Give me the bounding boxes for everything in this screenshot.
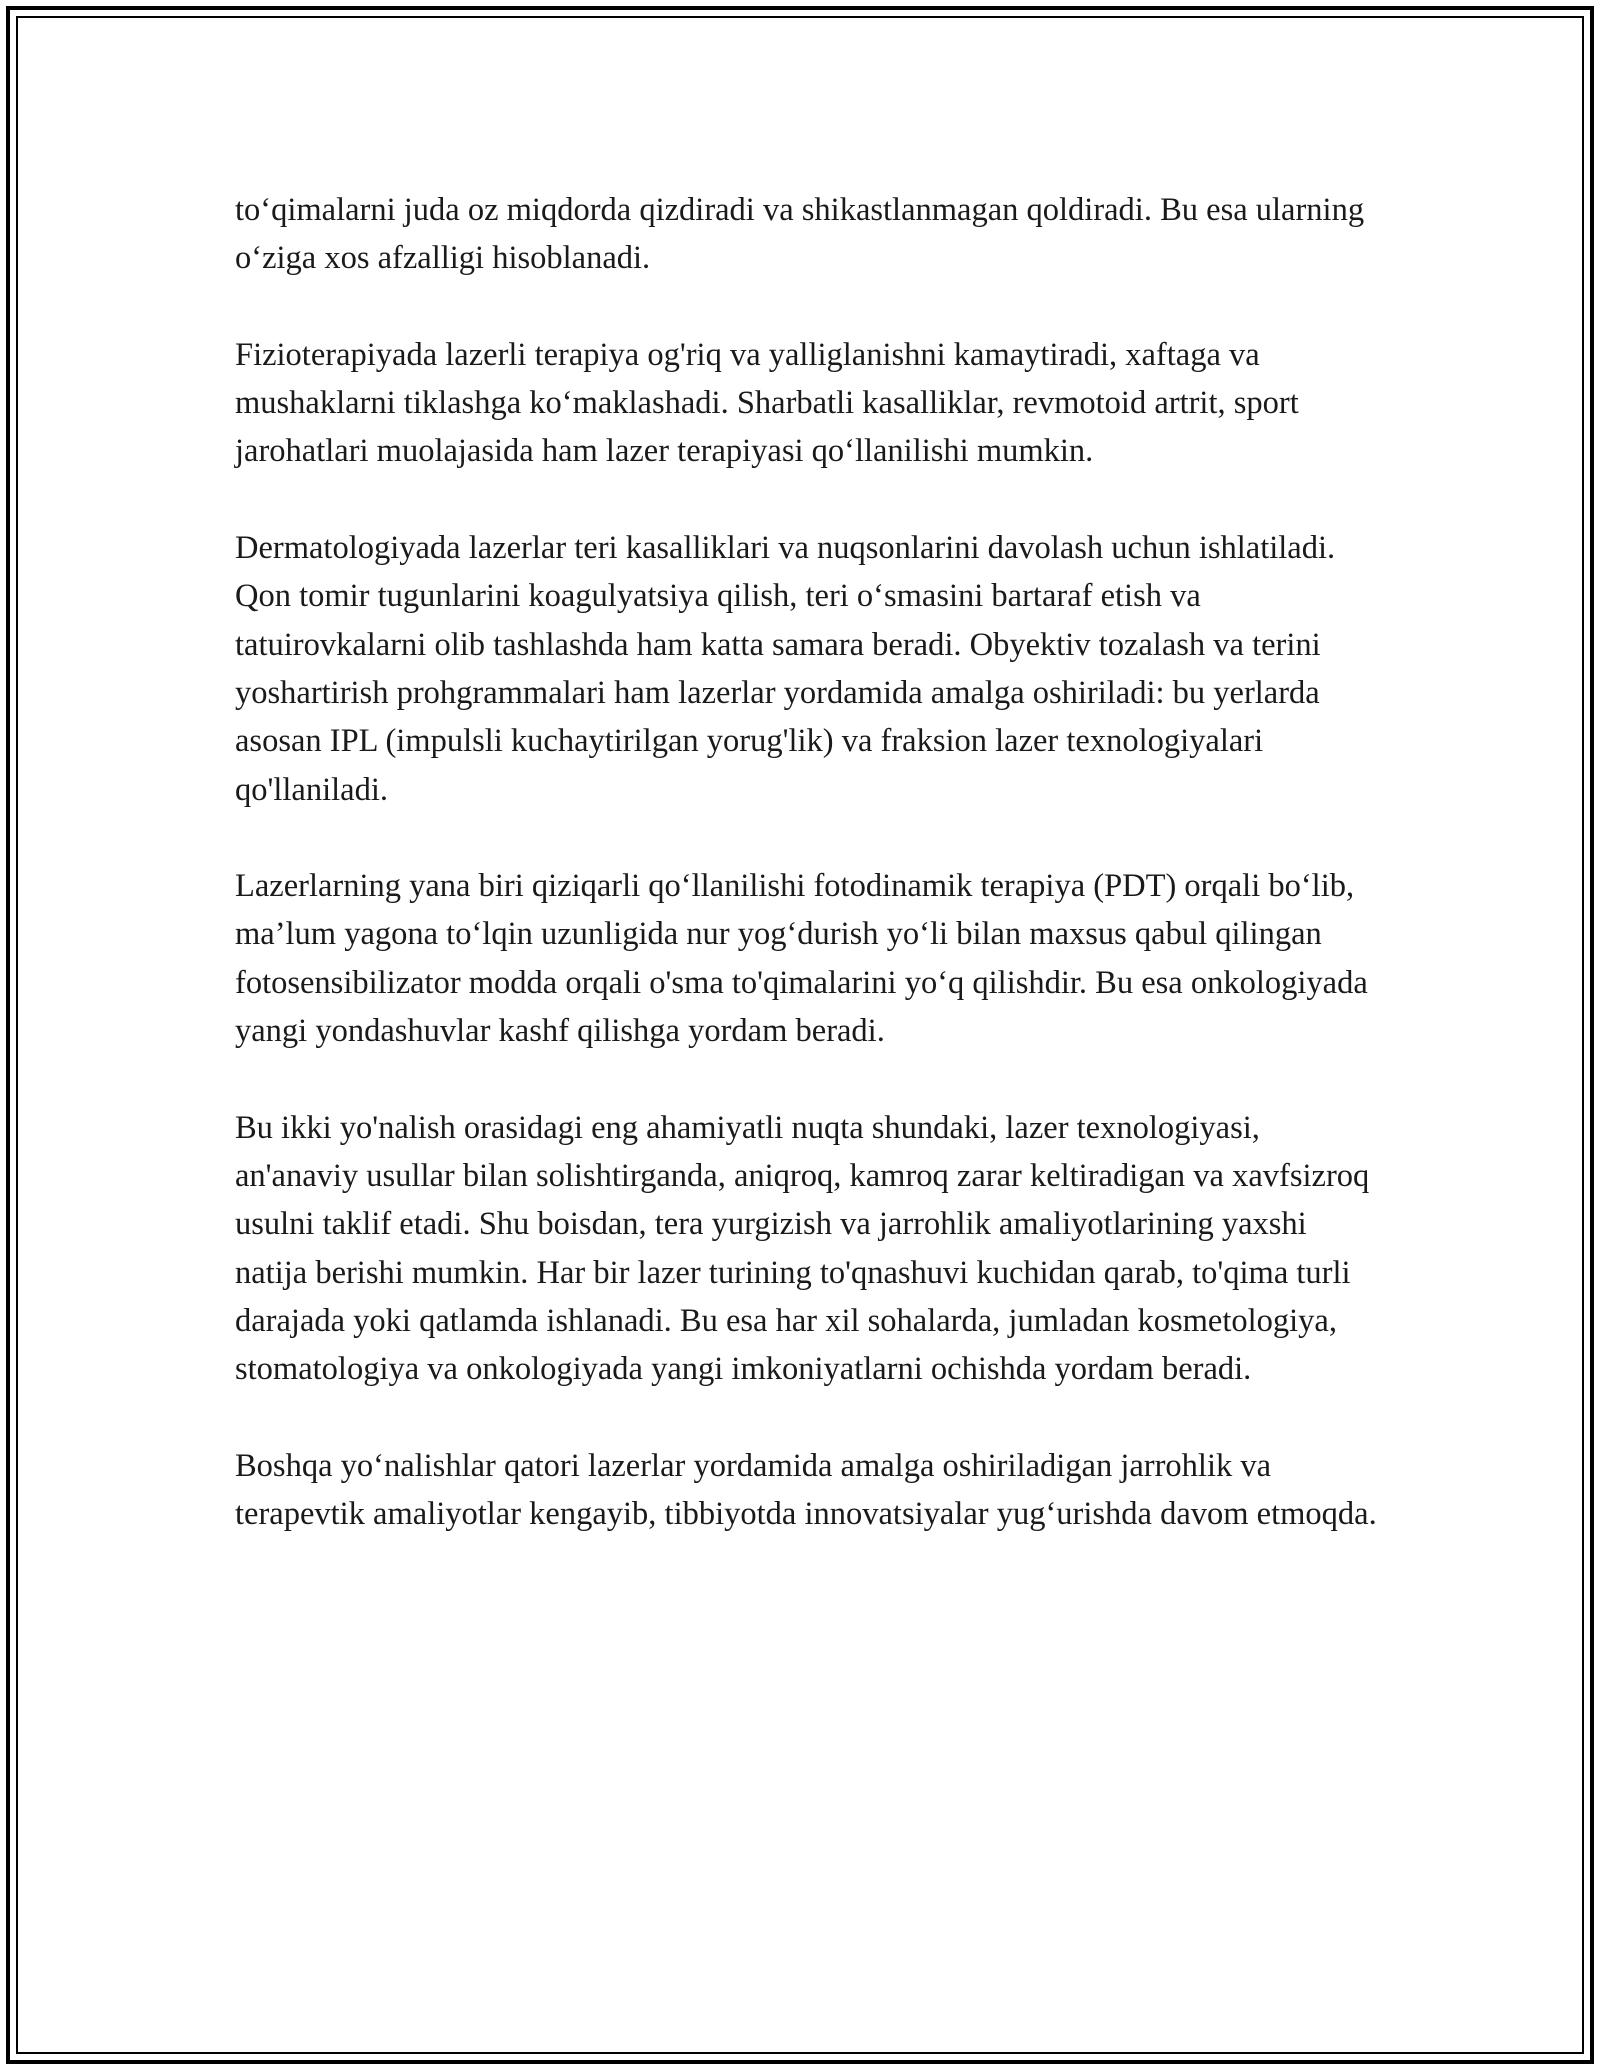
paragraph-1: to‘qimalarni juda oz miqdorda qizdiradi va shikastlanmagan qoldiradi. Bu esa ularning o‘ziga xos afzalligi hisoblanadi. (235, 192, 1365, 277)
paragraph-2: Fizioterapiyada lazerli terapiya og'riq va yalliglanishni kamaytiradi, xaftaga va mushaklarni tiklashga ko‘maklashadi. Sharbatli kasalliklar, revmotoid artrit, sport jarohatlari muolajasida ham lazer terapiyasi qo‘llanilishi mumkin. (235, 336, 1299, 470)
document-body (235, 186, 1385, 1587)
paragraph-5: Bu ikki yo'nalish orasidagi eng ahamiyatli nuqta shundaki, lazer texnologiyasi, an'anaviy usullar bilan solishtirganda, aniqroq, kamroq zarar keltiradigan va xavfsizroq usulni taklif etadi. Shu boisdan, tera yurgizish va jarrohlik amaliyotlarining yaxshi natija berishi mumkin. Har bir lazer turining to'qnashuvi kuchidan qarab, to'qima turli darajada yoki qatlamda ishlanadi. Bu esa har xil sohalarda, jumladan kosmetologiya, stomatologiya va onkologiyada yangi imkoniyatlarni ochishda yordam beradi. (235, 1109, 1370, 1388)
paragraph-4: Lazerlarning yana biri qiziqarli qo‘llanilishi fotodinamik terapiya (PDT) orqali bo‘lib, ma’lum yagona to‘lqin uzunligida nur yog‘durish yo‘li bilan maxsus qabul qilingan fotosensibilizator modda orqali o'sma to'qimalarini yo‘q qilishdir. Bu esa onkologiyada yangi yondashuvlar kashf qilishga yordam beradi. (235, 868, 1368, 1050)
paragraph-3: Dermatologiyada lazerlar teri kasalliklari va nuqsonlarini davolash uchun ishlatiladi. Qon tomir tugunlarini koagulyatsiya qilish, teri o‘smasini bartaraf etish va tatuirovkalarni olib tashlashda ham katta samara beradi. Obyektiv tozalash va terini yoshartirish prohgrammalari ham lazerlar yordamida amalga oshiriladi: bu yerlarda asosan IPL (impulsli kuchaytirilgan yorug'lik) va fraksion lazer texnologiyalari qo'llaniladi. (235, 530, 1336, 808)
paragraph-6: Boshqa yo‘nalishlar qatori lazerlar yordamida amalga oshiriladigan jarrohlik va terapevtik amaliyotlar kengayib, tibbiyotda innovatsiyalar yug‘urishda davom etmoqda. (235, 1447, 1377, 1533)
